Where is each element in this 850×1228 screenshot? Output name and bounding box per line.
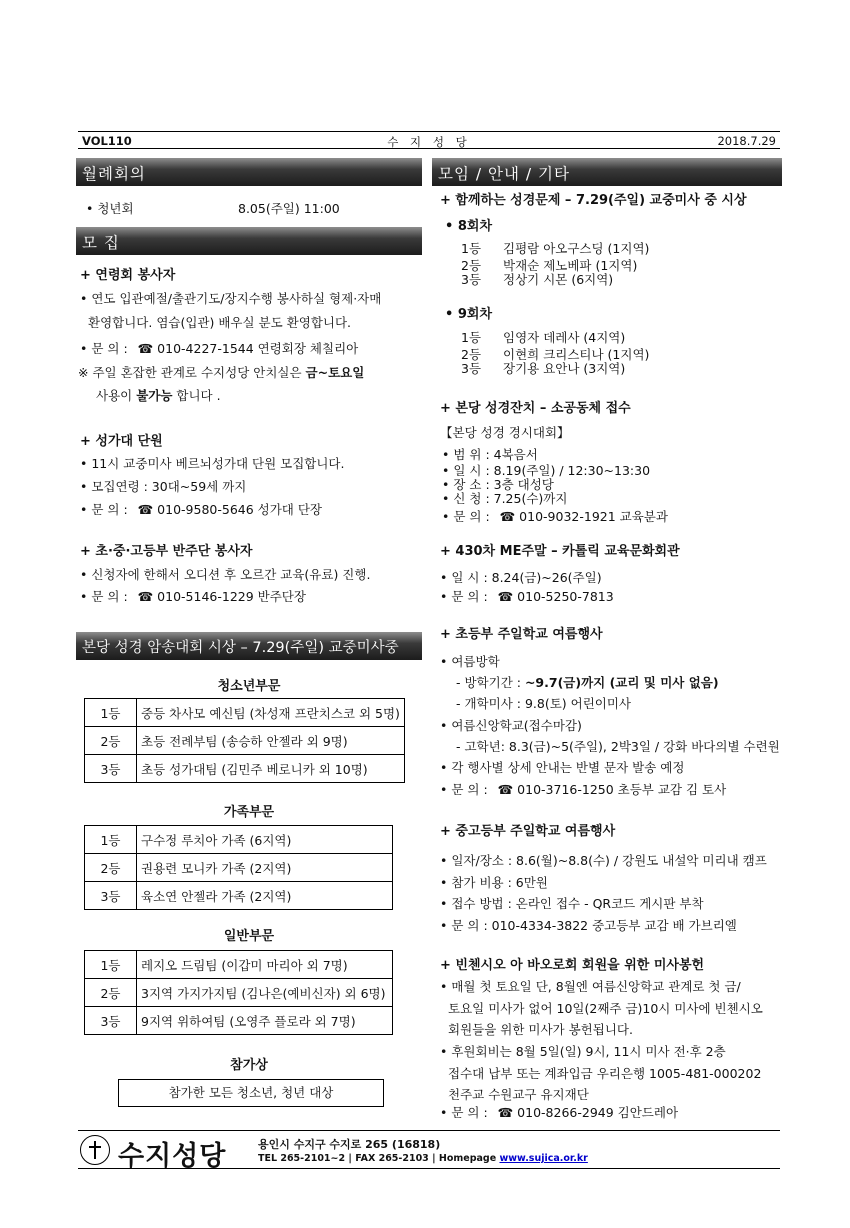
feast-scope: • 범 위 : 4복음서 (442, 447, 538, 462)
feast-title: + 본당 성경잔치 – 소공동체 접수 (440, 401, 631, 416)
table-row (85, 951, 393, 979)
feast-inquiry (442, 508, 668, 526)
rank-cell: 1등 (85, 699, 137, 727)
table-row (85, 979, 393, 1007)
inquiry-label: • 문 의 : (80, 341, 128, 356)
recruit-s1-line2: 환영합니다. 염습(입관) 배우실 분도 환영합니다. (88, 315, 352, 330)
vacation-period: ~9.7(금)까지 (교리 및 미사 없음) (524, 675, 719, 690)
phone-info: ☎ 010-9580-5646 성가대 단장 (137, 502, 323, 517)
elem-line5: - 고학년: 8.3(금)~5(주일), 2박3일 / 강화 바다의별 수련원 (456, 739, 780, 754)
recruit-s2-title: + 성가대 단원 (80, 434, 163, 449)
section-header-monthly: 월례회의 (76, 158, 422, 186)
round8-rank2: 2등 (461, 258, 482, 273)
recruit-s2-line1: • 11시 교중미사 베르뇌성가대 단원 모집합니다. (80, 456, 345, 471)
feast-subtitle: 【본당 성경 경시대회】 (440, 425, 570, 440)
vincent-line2: 토요일 미사가 없어 10일(2째주 금)10시 미사에 빈첸시오 (448, 1001, 763, 1016)
feast-apply: • 신 청 : 7.25(수)까지 (442, 491, 568, 506)
general-award-table (84, 950, 393, 1035)
inquiry-label: • 문 의 : (80, 589, 128, 604)
homepage-link[interactable]: www.sujica.or.kr (499, 1153, 588, 1164)
elem-line3: - 개학미사 : 9.8(토) 어린이미사 (456, 696, 631, 711)
me-title: + 430차 ME주말 – 카톨릭 교육문화회관 (440, 544, 680, 559)
family-award-table (84, 825, 393, 910)
table-row (85, 826, 393, 854)
me-inquiry (440, 588, 614, 606)
section-header-notices: 모임 / 안내 / 기타 (432, 158, 782, 186)
rank-cell: 2등 (85, 854, 137, 882)
feast-place: • 장 소 : 3층 대성당 (442, 477, 554, 492)
mid-line3: • 접수 방법 : 온라인 접수 - QR코드 게시판 부착 (440, 896, 704, 911)
rank-cell: 3등 (85, 1007, 137, 1035)
elem-line6: • 각 행사별 상세 안내는 반별 문자 발송 예정 (440, 760, 685, 775)
round8-rank1: 1등 (461, 241, 482, 256)
parish-address: 용인시 수지구 수지로 265 (16818) (258, 1138, 441, 1151)
header-bar (78, 131, 780, 149)
rank-cell: 3등 (85, 882, 137, 910)
round8-winner1: 김평람 아오구스딩 (1지역) (503, 241, 650, 256)
participation-title: 참가상 (230, 1058, 268, 1073)
note-text: ※ 주일 혼잡한 관계로 수지성당 안치실은 (78, 365, 306, 380)
rank-cell: 2등 (85, 979, 137, 1007)
vincent-line3: 회원들을 위한 미사가 봉헌됩니다. (448, 1022, 633, 1037)
note-text: 사용이 (96, 388, 137, 403)
winner-cell: 3지역 가지가지팀 (김나은(예비신자) 외 6명) (137, 979, 393, 1007)
elem-title: + 초등부 주일학교 여름행사 (440, 627, 603, 642)
parish-logo-text: 수지성당 (118, 1141, 227, 1172)
table-row (85, 699, 405, 727)
recruit-s3-title: + 초·중·고등부 반주단 봉사자 (80, 544, 253, 559)
vincent-title: + 빈첸시오 아 바오로회 회원을 위한 미사봉헌 (440, 958, 705, 973)
youth-category-title: 청소년부문 (217, 679, 281, 694)
note-emphasis: 금~토요일 (305, 365, 365, 380)
contact-text: TEL 265-2101~2 | FAX 265-2103 | Homepage (258, 1153, 500, 1164)
inquiry-label: • 문 의 : (442, 509, 490, 524)
table-row (85, 755, 405, 783)
mid-line4: • 문 의 : 010-4334-3822 중고등부 교감 배 가브리엘 (440, 918, 737, 933)
round9-winner2: 이현희 크리스티나 (1지역) (503, 347, 650, 362)
youth-award-table (84, 698, 405, 783)
rank-cell: 3등 (85, 755, 137, 783)
inquiry-label: • 문 의 : (80, 502, 128, 517)
section-header-recruit: 모 집 (76, 227, 422, 255)
recruit-s2-line2: • 모집연령 : 30대~59세 까지 (80, 479, 247, 494)
winner-cell: 초등 전례부팀 (송승하 안젤라 외 9명) (137, 727, 405, 755)
winner-cell: 9지역 위하여팀 (오영주 플로라 외 7명) (137, 1007, 393, 1035)
phone-info: ☎ 010-5250-7813 (497, 589, 614, 604)
recruit-s1-title: + 연령회 봉사자 (80, 268, 176, 283)
parish-contact (258, 1153, 588, 1164)
phone-info: ☎ 010-5146-1229 반주단장 (137, 589, 306, 604)
recruit-s1-note2 (96, 387, 221, 405)
round9-winner1: 임영자 데레사 (4지역) (503, 330, 626, 345)
phone-info: ☎ 010-3716-1250 초등부 교감 김 토사 (497, 782, 727, 797)
round9-rank3: 3등 (461, 361, 482, 376)
recruit-s1-line1: • 연도 입관예절/출관기도/장지수행 봉사하실 형제·자매 (80, 291, 382, 306)
rank-cell: 2등 (85, 727, 137, 755)
rank-cell: 1등 (85, 826, 137, 854)
vincent-line5: 접수대 납부 또는 계좌입금 우리은행 1005-481-000202 (448, 1066, 762, 1081)
recruit-s1-line3 (80, 340, 358, 358)
recruit-s3-line2 (80, 588, 306, 606)
volume-number: VOL110 (82, 134, 132, 148)
footer-divider (78, 1130, 780, 1131)
footer-divider-bottom (78, 1168, 780, 1169)
mid-title: + 중고등부 주일학교 여름행사 (440, 824, 616, 839)
table-row (85, 854, 393, 882)
general-category-title: 일반부문 (223, 929, 275, 944)
section-header-contest: 본당 성경 암송대회 시상 – 7.29(주일) 교중미사중 (76, 632, 422, 660)
participation-box: 참가한 모든 청소년, 청년 대상 (118, 1079, 384, 1107)
recruit-s2-line3 (80, 501, 322, 519)
mid-line1: • 일자/장소 : 8.6(월)~8.8(수) / 강원도 내설악 미리내 캠프 (440, 853, 767, 868)
recruit-s1-note (78, 364, 364, 382)
inquiry-label: • 문 의 : (440, 589, 488, 604)
note-emphasis: 불가능 (136, 388, 173, 403)
vincent-line6: 천주교 수원교구 유지재단 (448, 1087, 589, 1102)
round8-title: • 8회차 (445, 219, 492, 234)
monthly-item-value: 8.05(주일) 11:00 (238, 201, 340, 216)
elem-line1: • 여름방학 (440, 654, 500, 669)
mid-line2: • 참가 비용 : 6만원 (440, 875, 548, 890)
elem-inquiry (440, 781, 726, 799)
inquiry-label: • 문 의 : (440, 782, 488, 797)
elem-line2 (456, 674, 719, 692)
rank-cell: 1등 (85, 951, 137, 979)
monthly-item-label: • 청년회 (86, 201, 134, 216)
phone-info: ☎ 010-8266-2949 김안드레아 (497, 1105, 679, 1120)
vacation-label: - 방학기간 : (456, 675, 525, 690)
round9-rank1: 1등 (461, 330, 482, 345)
feast-date: • 일 시 : 8.19(주일) / 12:30~13:30 (442, 463, 651, 478)
winner-cell: 레지오 드림팀 (이갑미 마리아 외 7명) (137, 951, 393, 979)
round8-rank3: 3등 (461, 272, 482, 287)
contest-section (76, 632, 422, 660)
vincent-line4: • 후원회비는 8월 5일(일) 9시, 11시 미사 전·후 2층 (440, 1044, 726, 1059)
right-column (432, 158, 782, 186)
winner-cell: 권용련 모니카 가족 (2지역) (137, 854, 393, 882)
vincent-line1: • 매월 첫 토요일 단, 8월엔 여름신앙학교 관계로 첫 금/ (440, 979, 741, 994)
vincent-inquiry (440, 1104, 678, 1122)
table-row (85, 727, 405, 755)
round9-title: • 9회차 (445, 307, 492, 322)
note-text: 합니다 . (172, 388, 221, 403)
phone-info: ☎ 010-9032-1921 교육분과 (499, 509, 668, 524)
me-date: • 일 시 : 8.24(금)~26(주일) (440, 570, 602, 585)
parish-logo-icon (80, 1135, 110, 1165)
table-row (85, 882, 393, 910)
recruit-s3-line1: • 신청자에 한해서 오디션 후 오르간 교육(유료) 진행. (80, 567, 371, 582)
winner-cell: 중등 차사모 예신팀 (차성재 프란치스코 외 5명) (137, 699, 405, 727)
phone-info: ☎ 010-4227-1544 연령회장 체칠리아 (137, 341, 359, 356)
quiz-title: + 함께하는 성경문제 – 7.29(주일) 교중미사 중 시상 (440, 193, 747, 208)
winner-cell: 구수정 루치아 가족 (6지역) (137, 826, 393, 854)
issue-date: 2018.7.29 (717, 134, 776, 148)
left-column (76, 158, 422, 186)
round9-winner3: 장기용 요안나 (3지역) (503, 361, 626, 376)
family-category-title: 가족부문 (223, 805, 275, 820)
parish-name: 수 지 성 당 (387, 135, 471, 149)
winner-cell: 초등 성가대팀 (김민주 베로니카 외 10명) (137, 755, 405, 783)
round9-rank2: 2등 (461, 347, 482, 362)
inquiry-label: • 문 의 : (440, 1105, 488, 1120)
round8-winner2: 박재순 제노베파 (1지역) (503, 258, 638, 273)
elem-line4: • 여름신앙학교(접수마감) (440, 718, 582, 733)
table-row (85, 1007, 393, 1035)
winner-cell: 육소연 안젤라 가족 (2지역) (137, 882, 393, 910)
recruit-section (76, 227, 422, 255)
round8-winner3: 정상기 시몬 (6지역) (503, 272, 614, 287)
